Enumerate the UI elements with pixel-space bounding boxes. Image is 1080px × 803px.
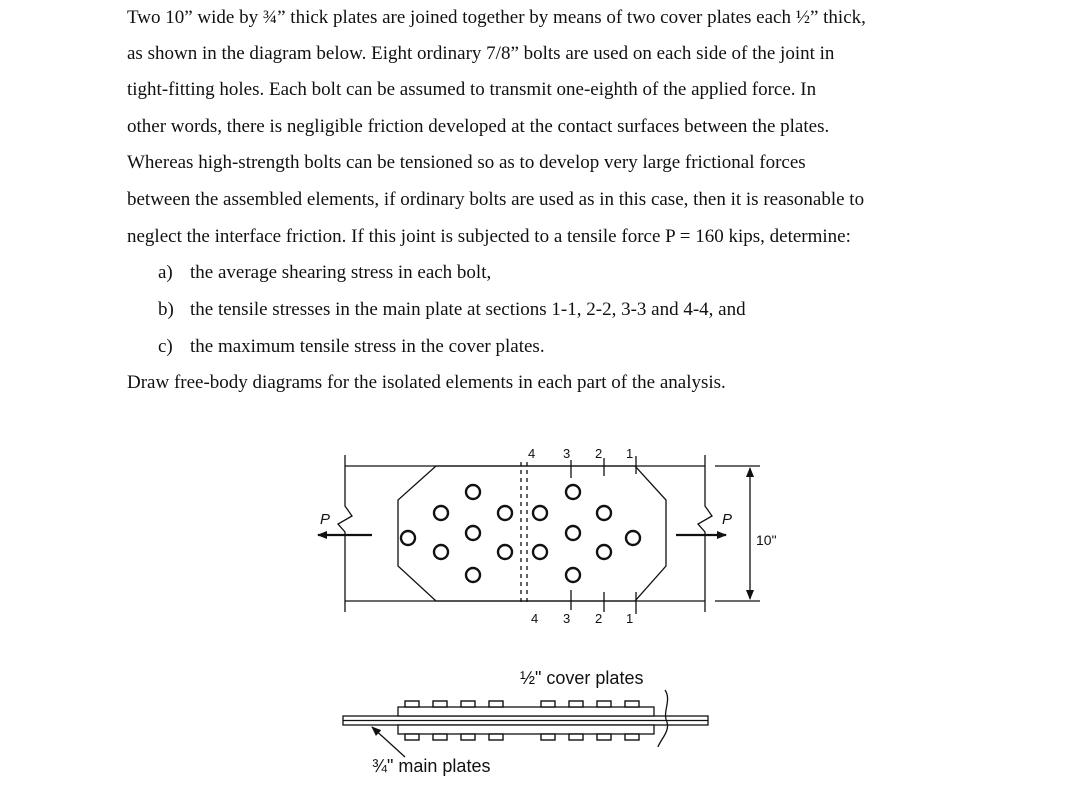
section-label-3-bottom: 3: [563, 611, 571, 626]
cover-plates-label: ½" cover plates: [520, 668, 644, 688]
section-label-4-bottom: 4: [531, 611, 539, 626]
list-item-text: the maximum tensile stress in the cover plates.: [190, 336, 545, 357]
bolt-head: [569, 701, 583, 707]
width-label: 10": [756, 532, 777, 548]
section-label-2-bottom: 2: [595, 611, 603, 626]
bolt-head: [405, 701, 419, 707]
bolt-head: [597, 701, 611, 707]
section-label-1-bottom: 1: [626, 611, 634, 626]
main-plates-label: ¾" main plates: [372, 756, 491, 776]
bolt-hole: [597, 506, 611, 520]
bolt-hole: [566, 568, 580, 582]
bolt-nut: [541, 734, 555, 740]
bolt-hole: [466, 568, 480, 582]
bolt-hole: [597, 545, 611, 559]
bolt-nut: [569, 734, 583, 740]
bolt-hole: [566, 526, 580, 540]
bolt-head: [433, 701, 447, 707]
cover-plate-bottom-section: [398, 725, 654, 734]
list-item-text: the average shearing stress in each bolt,: [190, 262, 492, 283]
list-item-label: b): [158, 299, 174, 320]
paragraph-line-5: Whereas high-strength bolts can be tensioned so as to develop very large frictional forces: [127, 152, 806, 173]
break-line-right: [698, 455, 712, 612]
closing-line: Draw free-body diagrams for the isolated elements in each part of the analysis.: [127, 372, 726, 393]
section-label-2-top: 2: [595, 446, 603, 461]
section-label-1-top: 1: [626, 446, 634, 461]
bolt-hole: [533, 545, 547, 559]
bolt-hole: [566, 485, 580, 499]
bolt-nut: [625, 734, 639, 740]
bolt-hole: [498, 506, 512, 520]
load-label-right: P: [722, 511, 733, 528]
bolt-nut: [405, 734, 419, 740]
paragraph-line-6: between the assembled elements, if ordinary bolts are used as in this case, then it is reasonable to: [127, 189, 865, 210]
section-label-4-top: 4: [528, 446, 536, 461]
bolt-hole: [533, 506, 547, 520]
paragraph-line-4: other words, there is negligible friction developed at the contact surfaces between the plates.: [127, 116, 830, 137]
bolt-nut: [597, 734, 611, 740]
bolt-hole: [498, 545, 512, 559]
bolt-head: [625, 701, 639, 707]
bolt-nut: [433, 734, 447, 740]
list-item-label: a): [158, 262, 173, 283]
bolt-hole: [434, 545, 448, 559]
bolt-hole: [466, 526, 480, 540]
section-label-3-top: 3: [563, 446, 571, 461]
cover-plate-top-section: [398, 707, 654, 716]
bolt-hole: [434, 506, 448, 520]
paragraph-line-3: tight-fitting holes. Each bolt can be assumed to transmit one-eighth of the applied force. In: [127, 79, 817, 100]
break-line-left: [338, 455, 352, 612]
paragraph-line-7: neglect the interface friction. If this joint is subjected to a tensile force P = 160 kips, determine:: [127, 226, 851, 247]
paragraph-line-2: as shown in the diagram below. Eight ordinary 7/8” bolts are used on each side of the joint in: [127, 43, 835, 64]
bolt-head: [489, 701, 503, 707]
bolt-hole: [466, 485, 480, 499]
bolt-head: [541, 701, 555, 707]
bolt-head: [461, 701, 475, 707]
bolt-nut: [461, 734, 475, 740]
paragraph-line-1: Two 10” wide by ¾” thick plates are joined together by means of two cover plates each ½” thick,: [127, 7, 866, 28]
bolt-hole: [401, 531, 415, 545]
cover-plate-outline: [398, 466, 666, 601]
list-item-text: the tensile stresses in the main plate at sections 1-1, 2-2, 3-3 and 4-4, and: [190, 299, 746, 320]
load-label-left: P: [320, 511, 331, 528]
list-item-label: c): [158, 336, 173, 357]
bolt-nut: [489, 734, 503, 740]
bolt-hole: [626, 531, 640, 545]
